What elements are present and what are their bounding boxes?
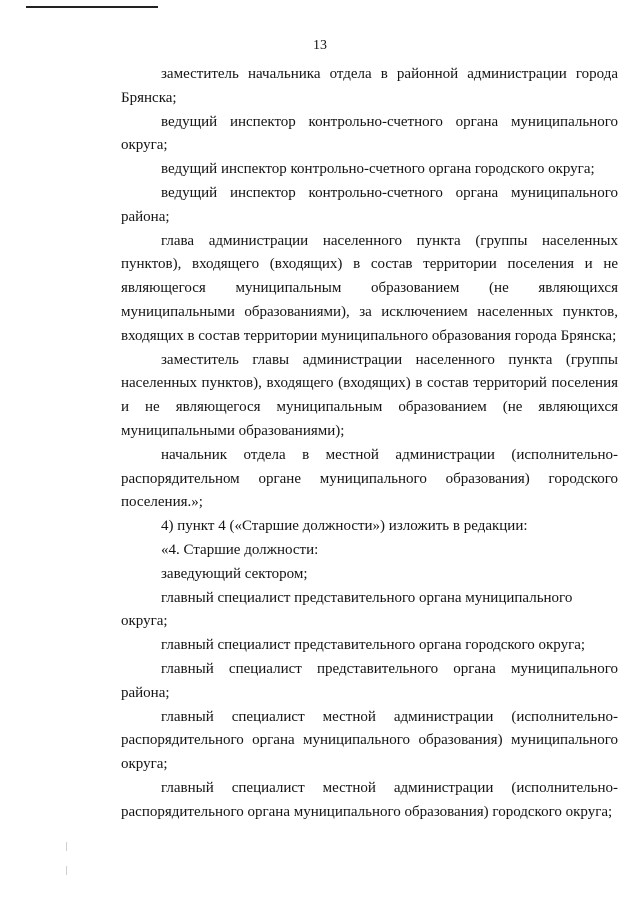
- paragraph-senior-positions-heading: «4. Старшие должности:: [161, 541, 319, 558]
- paragraph-sector-head: заведующий сектором;: [161, 565, 308, 582]
- paragraph-head-settlement-administration: глава администрации населенного пункта (группы населенных пунктов), входящего (входящих) в состав территории поселения и не являющегося муниципальным образованием (не являющихся муниципальными образованиями), за исключением населенных пунктов, входящих в состав территории муниципального образования города Брянска;: [121, 232, 618, 344]
- paragraph-item-4-amendment: 4) пункт 4 («Старшие должности») изложить в редакции:: [161, 518, 528, 535]
- scan-edge-mark: [66, 842, 67, 851]
- paragraph-chief-specialist-rep-municipal-district: главный специалист представительного органа муниципального района;: [121, 660, 618, 701]
- document-body: [121, 63, 618, 825]
- paragraph-department-head-local-admin: начальник отдела в местной администрации (исполнительно-распорядительном органе муниципального образования) городского поселения.»;: [121, 446, 618, 511]
- paragraph-lead-inspector-municipal-district: ведущий инспектор контрольно-счетного органа муниципального района;: [121, 184, 618, 225]
- paragraph-chief-specialist-local-admin-city-okrug: главный специалист местной администрации (исполнительно-распорядительного органа муниципального образования) городского округа;: [121, 779, 618, 820]
- page-number: 13: [313, 38, 327, 53]
- paragraph-deputy-head-district-admin: заместитель начальника отдела в районной администрации города Брянска;: [121, 66, 618, 106]
- paragraph-lead-inspector-city-okrug: ведущий инспектор контрольно-счетного органа городского округа;: [161, 161, 595, 178]
- paragraph-chief-specialist-rep-city-okrug: главный специалист представительного органа городского округа;: [161, 637, 586, 654]
- scan-edge-mark: [66, 866, 67, 875]
- paragraph-deputy-head-settlement-administration: заместитель главы администрации населенного пункта (группы населенных пунктов), входящего (входящих) в состав территорий поселения и не являющегося муниципальным образованием (не являющихся муниципальными образованиями);: [121, 351, 618, 439]
- header-rule: [26, 6, 158, 8]
- paragraph-lead-inspector-municipal-okrug: ведущий инспектор контрольно-счетного органа муниципального округа;: [121, 113, 618, 154]
- paragraph-chief-specialist-local-admin-municipal-okrug: главный специалист местной администрации (исполнительно-распорядительного органа муниципального образования) муниципального округа;: [121, 708, 618, 773]
- paragraph-chief-specialist-rep-municipal-okrug: главный специалист представительного органа муниципального округа;: [121, 589, 573, 630]
